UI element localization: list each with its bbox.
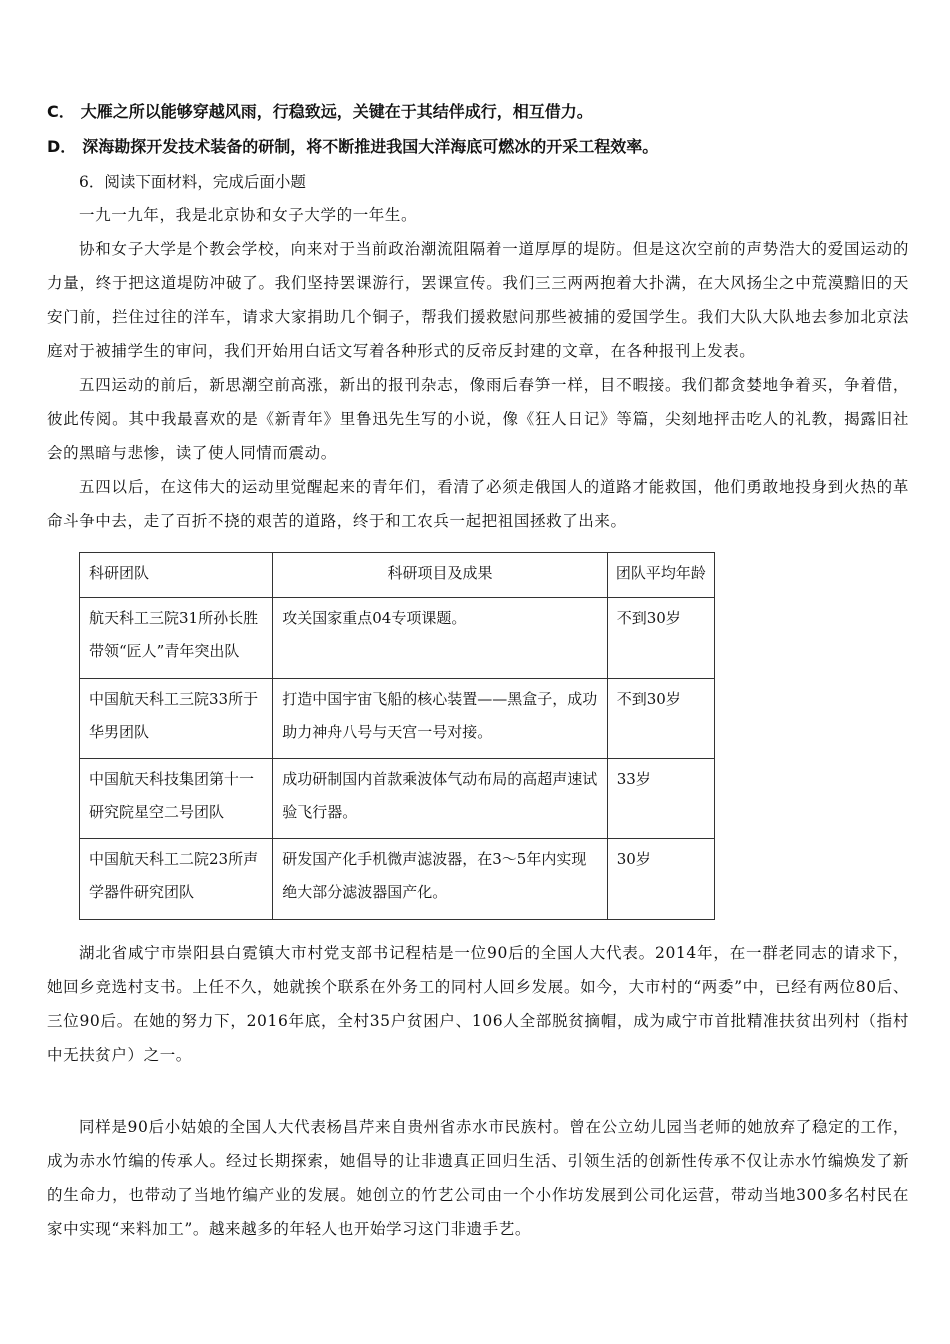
- cell-team: 中国航天科工三院33所于华男团队: [80, 678, 273, 758]
- paragraph-2: 协和女子大学是个教会学校，向来对于当前政治潮流阻隔着一道厚厚的堤防。但是这次空前的声势浩大的爱国运动的力量，终于把这道堤防冲破了。我们坚持罢课游行，罢课宣传。我们三三两两抱着大扑满，在大风扬尘之中荒漠黯旧的天安门前，拦住过往的洋车，请求大家捐助几个铜子，帮我们援救慰问那些被捕的爱国学生。我们大队大队地去参加北京法庭对于被捕学生的审问，我们开始用白话文写着各种形式的反帝反封建的文章，在各种报刊上发表。: [47, 240, 909, 360]
- cell-result: 成功研制国内首款乘波体气动布局的高超声速试验飞行器。: [273, 759, 607, 839]
- option-d: [47, 136, 907, 158]
- option-d-text: 深海勘探开发技术装备的研制，将不断推进我国大洋海底可燃冰的开采工程效率。: [82, 137, 659, 156]
- paragraph-6: 同样是90后小姑娘的全国人大代表杨昌芹来自贵州省赤水市民族村。曾在公立幼儿园当老师的她放弃了稳定的工作，成为赤水竹编的传承人。经过长期探索，她倡导的让非遗真正回归生活、引领生活的创新性传承不仅让赤水竹编焕发了新的生命力，也带动了当地竹编产业的发展。她创立的竹艺公司由一个小作坊发展到公司化运营，带动当地300多名村民在家中实现“来料加工”。越来越多的年轻人也开始学习这门非遗手艺。: [47, 1118, 909, 1238]
- table-row: [80, 759, 715, 839]
- cell-age: 30岁: [607, 839, 714, 920]
- table-row: [80, 839, 715, 920]
- option-d-letter: D．: [47, 137, 77, 156]
- cell-age: 不到30岁: [607, 598, 714, 678]
- table-header-row: [80, 553, 715, 598]
- header-team: 科研团队: [80, 553, 273, 598]
- question-title: 6．阅读下面材料，完成后面小题: [79, 173, 306, 191]
- cell-result: 打造中国宇宙飞船的核心装置——黑盒子，成功助力神舟八号与天宫一号对接。: [273, 678, 607, 758]
- cell-team: 中国航天科工二院23所声学器件研究团队: [80, 839, 273, 920]
- research-team-table: [79, 552, 715, 920]
- option-c: [47, 101, 907, 123]
- header-result: 科研项目及成果: [273, 553, 607, 598]
- cell-age: 33岁: [607, 759, 714, 839]
- table-row: [80, 598, 715, 678]
- cell-age: 不到30岁: [607, 678, 714, 758]
- cell-result: 研发国产化手机微声滤波器，在3～5年内实现绝大部分滤波器国产化。: [273, 839, 607, 920]
- paragraph-4: 五四以后，在这伟大的运动里觉醒起来的青年们，看清了必须走俄国人的道路才能救国，他们勇敢地投身到火热的革命斗争中去，走了百折不挠的艰苦的道路，终于和工农兵一起把祖国拯救了出来。: [47, 478, 909, 530]
- paragraph-3: 五四运动的前后，新思潮空前高涨，新出的报刊杂志，像雨后春笋一样，目不暇接。我们都贪婪地争着买，争着借，彼此传阅。其中我最喜欢的是《新青年》里鲁迅先生写的小说，像《狂人日记》等篇，尖刻地抨击吃人的礼教，揭露旧社会的黑暗与悲惨，读了使人同情而震动。: [47, 376, 909, 462]
- header-age: 团队平均年龄: [607, 553, 714, 598]
- cell-team: 中国航天科技集团第十一研究院星空二号团队: [80, 759, 273, 839]
- cell-result: 攻关国家重点04专项课题。: [273, 598, 607, 678]
- option-c-letter: C．: [47, 102, 75, 121]
- option-c-text: 大雁之所以能够穿越风雨，行稳致远，关键在于其结伴成行，相互借力。: [80, 102, 593, 121]
- table-row: [80, 678, 715, 758]
- cell-team: 航天科工三院31所孙长胜带领“匠人”青年突出队: [80, 598, 273, 678]
- paragraph-5: 湖北省咸宁市崇阳县白霓镇大市村党支部书记程桔是一位90后的全国人大代表。2014年，在一群老同志的请求下，她回乡竞选村支书。上任不久，她就挨个联系在外务工的同村人回乡发展。如今，大市村的“两委”中，已经有两位80后、三位90后。在她的努力下，2016年底，全村35户贫困户、106人全部脱贫摘帽，成为咸宁市首批精准扶贫出列村（指村中无扶贫户）之一。: [47, 944, 909, 1064]
- paragraph-1: 一九一九年，我是北京协和女子大学的一年生。: [79, 206, 418, 224]
